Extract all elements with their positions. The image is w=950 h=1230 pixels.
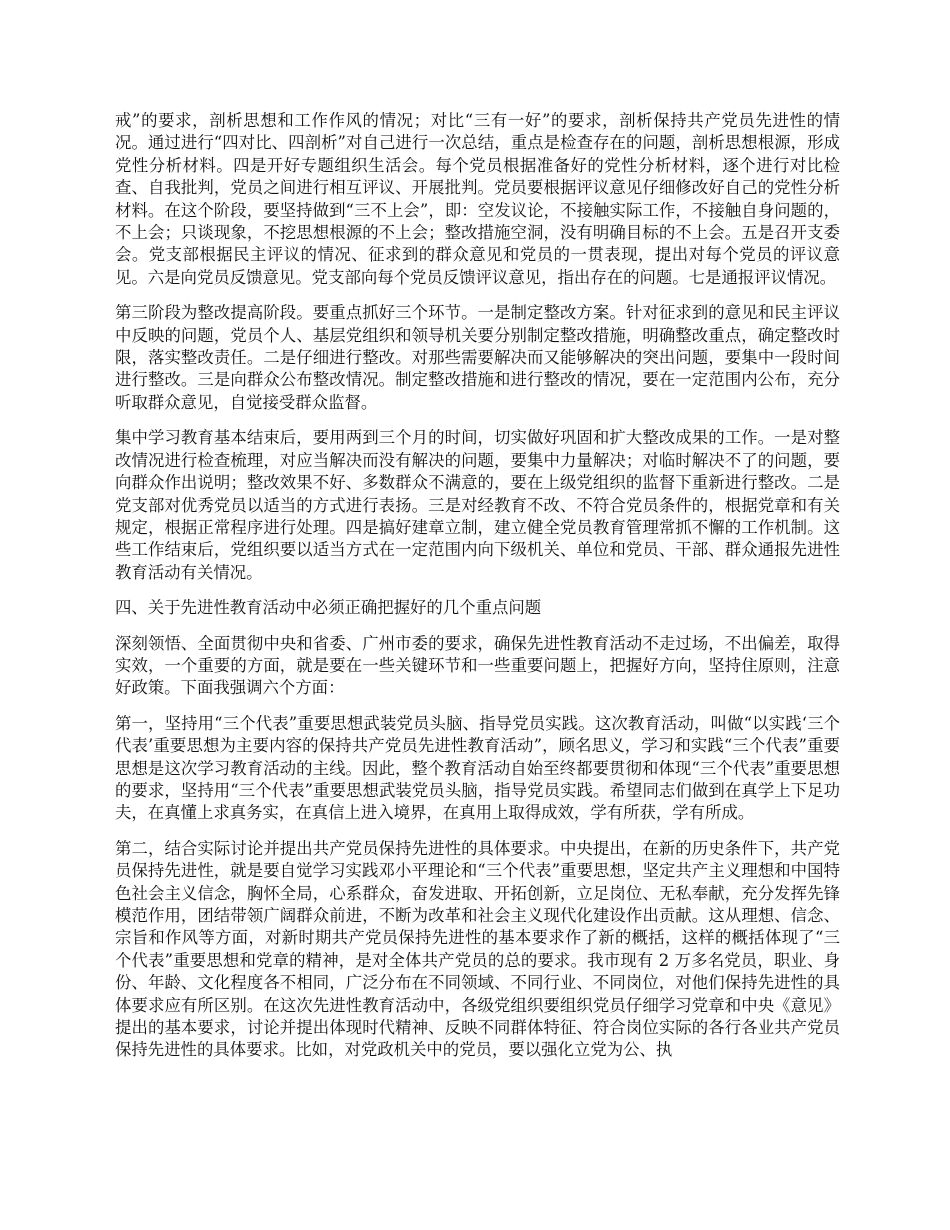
paragraph-evaluation-steps: 戒”的要求，剖析思想和工作作风的情况；对比“三有一好”的要求，剖析保持共产党员先进性的情况。通过进行“四对比、四剖析”对自己进行一次总结，重点是检查存在的问题，剖析思想根源，形成党性分析材料。四是开好专题组织生活会。每个党员根据准备好的党性分析材料，逐个进行对比检查、自我批判，党员之间进行相互评议、开展批判。党员要根据评议意见仔细修改好自己的党性分析材料。在这个阶段，要坚持做到“三不上会”，即：空发议论，不接触实际工作，不接触自身问题的，不上会；只谈现象，不挖思想根源的不上会；整改措施空洞，没有明确目标的不上会。五是召开支委会。党支部根据民主评议的情况、征求到的群众意见和党员的一贯表现，提出对每个党员的评议意见。六是向党员反馈意见。党支部向每个党员反馈评议意见，指出存在的问题。七是通报评议情况。 xyxy=(115,111,840,287)
paragraph-after-centralized-study: 集中学习教育基本结束后，要用两到三个月的时间，切实做好巩固和扩大整改成果的工作。一是对整改情况进行检查梳理，对应当解决而没有解决的问题，要集中力量解决；对临时解决不了的问题，要向群众作出说明；整改效果不好、多数群众不满意的，要在上级党组织的监督下重新进行整改。二是党支部对优秀党员以适当的方式进行表扬。三是对经教育不改、不符合党员条件的，根据党章和有关规定，根据正常程序进行处理。四是搞好建章立制，建立健全党员教育管理常抓不懈的工作机制。这些工作结束后，党组织要以适当方式在一定范围内向下级机关、单位和党员、干部、群众通报先进性教育活动有关情况。 xyxy=(115,428,840,582)
document-body xyxy=(115,110,840,1075)
section-heading-four: 四、关于先进性教育活动中必须正确把握好的几个重点问题 xyxy=(115,598,542,618)
paragraph-third-stage: 第三阶段为整改提高阶段。要重点抓好三个环节。一是制定整改方案。针对征求到的意见和民主评议中反映的问题，党员个人、基层党组织和领导机关要分别制定整改措施，明确整改重点，确定整改时限，落实整改责任。二是仔细进行整改。对那些需要解决而又能够解决的突出问题，要集中一段时间进行整改。三是向群众公布整改情况。制定整改措施和进行整改的情况，要在一定范围内公布，充分听取群众意见，自觉接受群众监督。 xyxy=(115,303,840,412)
paragraph-aspect-one: 第一，坚持用“三个代表”重要思想武装党员头脑、指导党员实践。这次教育活动，叫做“以实践‘三个代表’重要思想为主要内容的保持共产党员先进性教育活动”，顾名思义，学习和实践“三个代表”重要思想是这次学习教育活动的主线。因此，整个教育活动自始至终都要贯彻和体现“三个代表”重要思想的要求，坚持用“三个代表”重要思想武装党员头脑，指导党员实践。希望同志们做到在真学上下足功夫，在真懂上求真务实，在真信上进入境界，在真用上取得成效，学有所获，学有所成。 xyxy=(115,713,840,823)
paragraph-intro-six-aspects: 深刻领悟、全面贯彻中央和省委、广州市委的要求，确保先进性教育活动不走过场，不出偏差，取得实效，一个重要的方面，就是要在一些关键环节和一些重要问题上，把握好方向，坚持住原则，注意好政策。下面我强调六个方面： xyxy=(115,633,840,698)
paragraph-aspect-two: 第二，结合实际讨论并提出共产党员保持先进性的具体要求。中央提出，在新的历史条件下，共产党员保持先进性，就是要自觉学习实践邓小平理论和“三个代表”重要思想，坚定共产主义理想和中国特色社会主义信念，胸怀全局，心系群众，奋发进取、开拓创新，立足岗位、无私奉献，充分发挥先锋模范作用，团结带领广阔群众前进，不断为改革和社会主义现代化建设作出贡献。这从理想、信念、宗旨和作风等方面，对新时期共产党员保持先进性的基本要求作了新的概括，这样的概括体现了“三个代表”重要思想和党章的精神，是对全体共产党员的总的要求。我市现有 2 万多名党员，职业、身份、年龄、文化程度各不相同，广泛分布在不同领域、不同行业、不同岗位，对他们保持先进性的具体要求应有所区别。在这次先进性教育活动中，各级党组织要组织党员仔细学习党章和中央《意见》提出的基本要求，讨论并提出体现时代精神、反映不同群体特征、符合岗位实际的各行各业共产党员保持先进性的具体要求。比如，对党政机关中的党员，要以强化立党为公、执 xyxy=(115,838,840,1060)
